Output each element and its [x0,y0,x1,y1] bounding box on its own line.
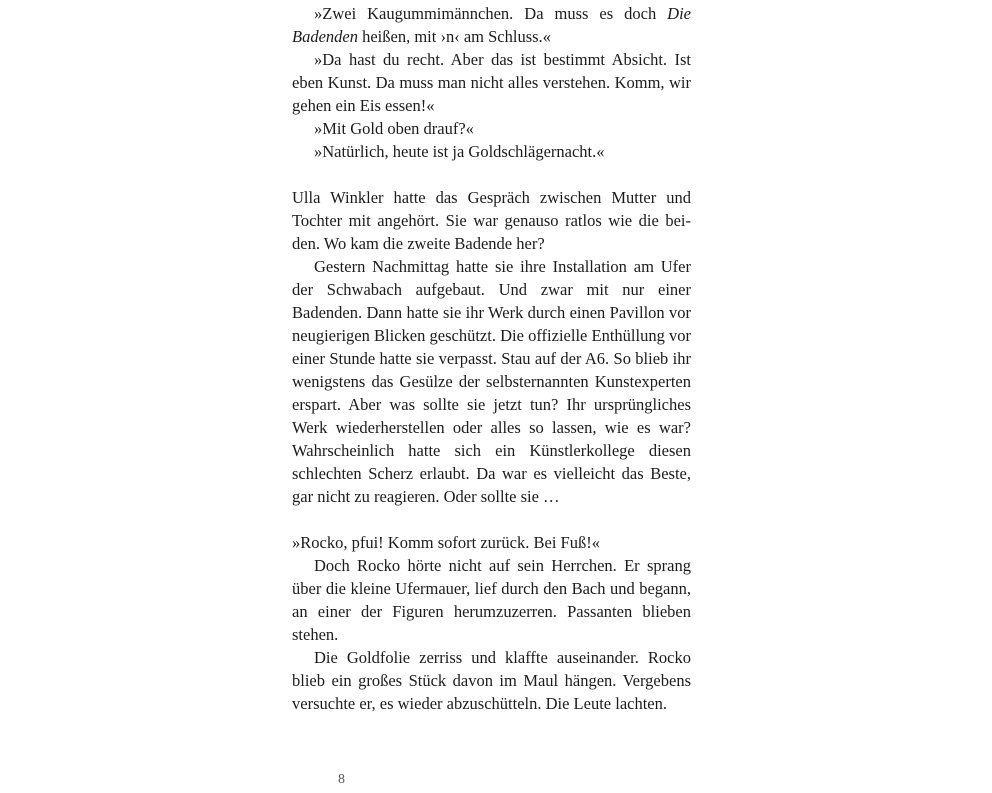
paragraph-section-two-1: Ulla Winkler hatte das Gespräch zwischen Mutter und Tochter mit angehört. Sie war genauso ratlos wie die beiden. Wo kam die zweite Badende her? [292,188,691,253]
paragraph-section-three-3: Die Goldfolie zerriss und klaffte auseinander. Rocko blieb ein großes Stück davon im Maul hängen. Vergebens versuchte er, es wieder abzuschütteln. Die Leute lachten. [292,648,691,713]
book-page-text [292,2,691,715]
dialogue-1-title: Die Badenden [292,4,691,46]
paragraph-dialogue-2: »Da hast du recht. Aber das ist bestimmt Absicht. Ist eben Kunst. Da muss man nicht alles verstehen. Komm, wir gehen ein Eis essen!« [292,50,691,115]
paragraph-dialogue-3: »Mit Gold oben drauf?« [314,119,474,138]
dialogue-1-end: heißen, mit ›n‹ am Schluss.« [357,27,551,46]
paragraph-section-three-1: »Rocko, pfui! Komm sofort zurück. Bei Fuß!« [292,533,600,552]
paragraph-section-three-2: Doch Rocko hörte nicht auf sein Herrchen. Er sprang über die kleine Ufermauer, lief durch den Bach und begann, an einer der Figuren herumzuzerren. Passanten blieben stehen. [292,556,691,644]
dialogue-1-start: »Zwei Kaugummimännchen. Da muss es doch [314,4,668,23]
page-number: 8 [338,772,345,787]
paragraph-section-two-2: Gestern Nachmittag hatte sie ihre Installation am Ufer der Schwabach aufgebaut. Und zwar mit nur einer Badenden. Dann hatte sie ihr Werk durch einen Pavillon vor neugierigen Blicken geschützt. Die offizielle Enthüllung vor einer Stunde hatte sie verpasst. Stau auf der A6. So blieb ihr wenigstens das Gesülze der selbsternannten Kunstexperten erspart. Aber was sollte sie jetzt tun? Ihr ursprüngliches Werk wiederherstellen oder alles so lassen, wie es war? Wahrscheinlich hatte sich ein Künstlerkollege diesen schlechten Scherz erlaubt. Da war es vielleicht das Beste, gar nicht zu reagieren. Oder sollte sie … [292,257,691,506]
paragraph-dialogue-4: »Natürlich, heute ist ja Goldschlägernacht.« [314,142,605,161]
paragraph-dialogue-1 [292,2,691,48]
